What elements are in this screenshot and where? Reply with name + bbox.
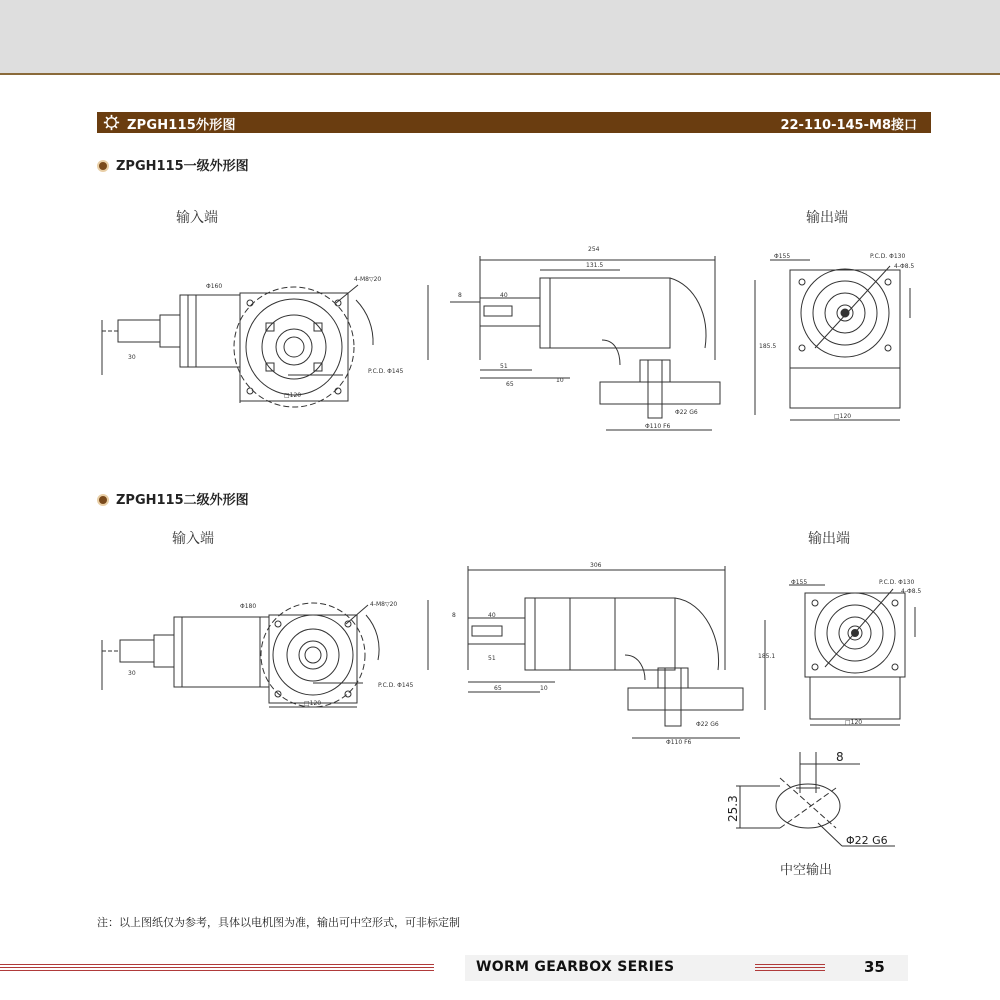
dim-label: 65	[494, 685, 502, 692]
dim-label: 185.1	[758, 653, 776, 660]
page-top-band	[0, 0, 1000, 75]
bullet-icon	[97, 494, 109, 506]
page-title: ZPGH115外形图	[127, 118, 236, 133]
dim-label: 40	[500, 292, 508, 299]
dim-label: □120	[284, 392, 302, 399]
dim-label: 30	[128, 670, 136, 677]
dim-label: 4-M8▽20	[370, 601, 398, 608]
hollow-caption: 中空输出	[780, 863, 833, 878]
dim-label: 4-Φ8.5	[901, 588, 922, 595]
dim-label: 51	[488, 655, 496, 662]
interface-spec: 22-110-145-M8接口	[780, 118, 917, 133]
footer-rule	[0, 964, 434, 972]
dim-label: 51	[500, 363, 508, 370]
dim-label: Φ110 F6	[666, 739, 692, 746]
dim-label: Φ155	[774, 253, 791, 260]
section2-input-view	[88, 595, 418, 715]
dim-label: Φ22 G6	[675, 409, 698, 416]
dim-label: Φ22 G6	[696, 721, 719, 728]
section2-output-label: 输出端	[808, 531, 850, 547]
dim-label: Φ155	[791, 579, 808, 586]
dim-label: 306	[590, 562, 602, 569]
dim-label: □120	[834, 413, 852, 420]
dim-label: P.C.D. Φ145	[368, 368, 404, 375]
section2-side-view	[420, 560, 775, 750]
dim-label: □120	[845, 719, 863, 726]
section1-heading: ZPGH115一级外形图	[97, 155, 249, 174]
section2-output-view	[785, 575, 935, 730]
dim-label: 65	[506, 381, 514, 388]
section1-side-view	[420, 240, 777, 435]
dim-label: 10	[556, 377, 564, 384]
section1-input-label: 输入端	[176, 210, 218, 226]
footer-series: WORM GEARBOX SERIES	[476, 959, 675, 975]
footnote: 注：以上图纸仅为参考，具体以电机图为准，输出可中空形式，可非标定制	[97, 916, 460, 929]
section1-output-view	[770, 248, 935, 428]
gear-icon	[103, 114, 120, 131]
hollow-width-label: 8	[836, 750, 844, 764]
dim-label: 8	[452, 612, 456, 619]
dim-label: 10	[540, 685, 548, 692]
section2-input-label: 输入端	[172, 531, 214, 547]
dim-label: 8	[458, 292, 462, 299]
dim-label: P.C.D. Φ130	[879, 579, 915, 586]
dim-label: Φ180	[240, 603, 257, 610]
dim-label: Φ160	[206, 283, 223, 290]
bullet-icon	[97, 160, 109, 172]
dim-label: □120	[304, 700, 322, 707]
dim-label: 185.5	[759, 343, 777, 350]
section1-input-view	[88, 265, 408, 410]
dim-label: 131.5	[586, 262, 604, 269]
footer-rule	[755, 964, 825, 972]
dim-label: 4-Φ8.5	[894, 263, 915, 270]
dim-label: 4-M8▽20	[354, 276, 382, 283]
section1-output-label: 输出端	[806, 210, 848, 226]
hollow-output-detail	[720, 748, 920, 858]
dim-label: P.C.D. Φ145	[378, 682, 414, 689]
dim-label: P.C.D. Φ130	[870, 253, 906, 260]
footer	[465, 955, 908, 981]
title-bar	[97, 112, 931, 133]
dim-label: 30	[128, 354, 136, 361]
hollow-bore-label: Φ22 G6	[846, 834, 888, 847]
hollow-height-label: 25.3	[726, 795, 740, 822]
section2-heading: ZPGH115二级外形图	[97, 489, 249, 508]
page-number: 35	[864, 958, 885, 976]
dim-label: Φ110 F6	[645, 423, 671, 430]
dim-label: 254	[588, 246, 600, 253]
dim-label: 40	[488, 612, 496, 619]
